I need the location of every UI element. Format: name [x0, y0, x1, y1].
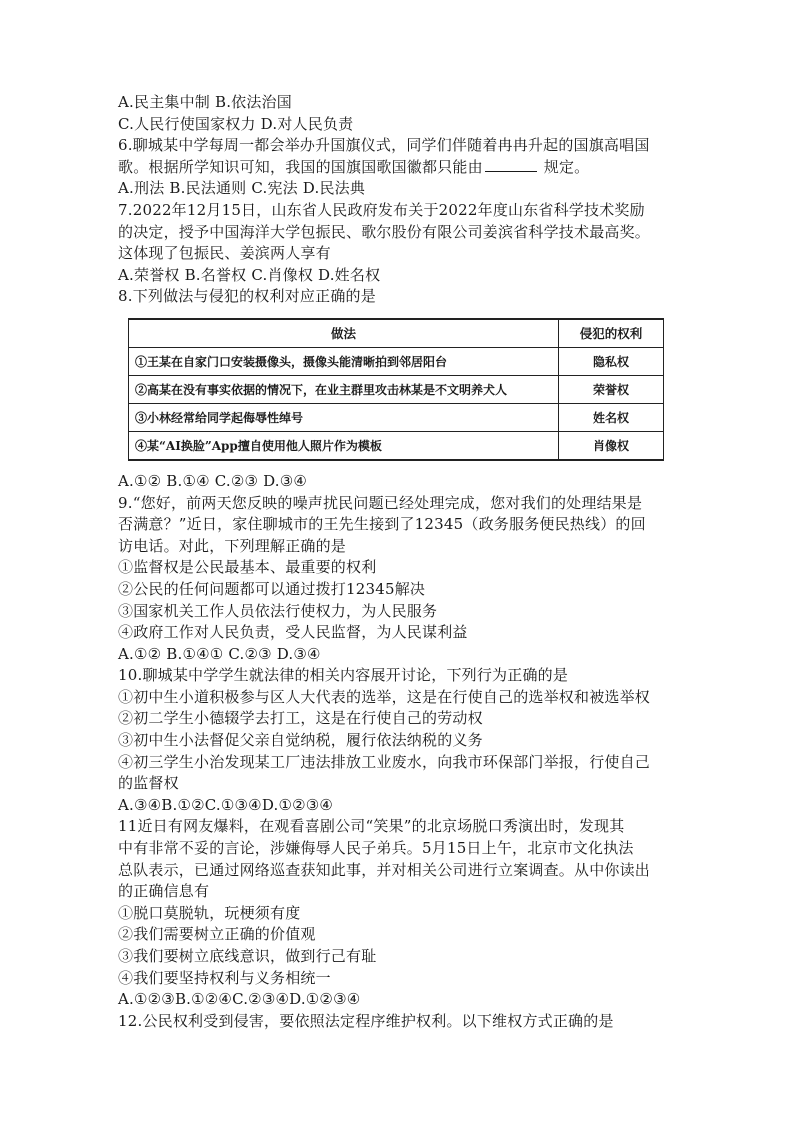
- q9-stem-line2: 否满意？”近日，家住聊城市的王先生接到了12345（政务服务便民热线）的回: [118, 515, 646, 534]
- table-row: [129, 403, 664, 431]
- table-cell-right: 隐私权: [559, 347, 664, 375]
- q11-item-2: ②我们需要树立正确的价值观: [118, 925, 316, 944]
- q11-stem-line4: 的正确信息有: [118, 882, 210, 901]
- q10-item-4-line2: 的监督权: [118, 774, 179, 793]
- q6-stem-suffix: 规定。: [538, 157, 590, 176]
- table-cell-action: ④某“AI换脸”App擅自使用他人照片作为模板: [129, 431, 559, 460]
- answer-blank: [485, 158, 537, 172]
- q10-options: A.③④B.①②C.①③④D.①②③④: [118, 795, 334, 814]
- q11-stem-line2: 中有非常不妥的言论，涉嫌侮辱人民子弟兵。5月15日上午，北京市文化执法: [118, 839, 634, 858]
- table-cell-right: 肖像权: [559, 431, 664, 460]
- table-cell-action: ③小林经常给同学起侮辱性绰号: [129, 403, 559, 431]
- exam-page: [118, 92, 698, 1032]
- q11-item-1: ①脱口莫脱轨，玩梗须有度: [118, 903, 301, 922]
- q7-stem-line2: 的决定，授予中国海洋大学包振民、歌尔股份有限公司姜滨省科学技术最高奖。: [118, 222, 651, 241]
- q11-item-4: ④我们要坚持权利与义务相统一: [118, 968, 331, 987]
- q9-options: A.①② B.①④① C.②③ D.③④: [118, 644, 321, 663]
- q8-table: [128, 318, 664, 461]
- q10-stem: 10.聊城某中学学生就法律的相关内容展开讨论，下列行为正确的是: [118, 666, 569, 685]
- table-header-right: 侵犯的权利: [559, 319, 664, 348]
- table-row: [129, 375, 664, 403]
- q11-stem-line3: 总队表示，已通过网络巡查获知此事，并对相关公司进行立案调查。从中你读出: [118, 860, 651, 879]
- q9-item-3: ③国家机关工作人员依法行使权力，为人民服务: [118, 601, 438, 620]
- table-row: [129, 431, 664, 460]
- q11-item-3: ③我们要树立底线意识，做到行己有耻: [118, 947, 377, 965]
- q6-stem-line2: [118, 157, 698, 179]
- q7-options: A.荣誉权 B.名誉权 C.肖像权 D.姓名权: [118, 265, 381, 284]
- q5-options-cd: C.人民行使国家权力 D.对人民负责: [118, 114, 354, 133]
- table-cell-action: ①王某在自家门口安装摄像头，摄像头能清晰拍到邻居阳台: [129, 347, 559, 375]
- q11-stem-line1: 11近日有网友爆料，在观看喜剧公司“笑果”的北京场脱口秀演出时，发现其: [118, 817, 625, 836]
- q8-options: A.①② B.①④ C.②③ D.③④: [118, 471, 308, 490]
- q10-item-1: ①初中生小道积极参与区人大代表的选举，这是在行使自己的选举权和被选举权: [118, 687, 651, 706]
- q11-options: A.①②③B.①②④C.②③④D.①②③④: [118, 990, 361, 1009]
- q5-options-ab: A.民主集中制 B.依法治国: [118, 93, 292, 111]
- q6-options: A.刑法 B.民法通则 C.宪法 D.民法典: [118, 179, 366, 198]
- table-row: [129, 347, 664, 375]
- q8-stem: 8.下列做法与侵犯的权利对应正确的是: [118, 287, 376, 306]
- q7-stem-line1: 7.2022年12月15日，山东省人民政府发布关于2022年度山东省科学技术奖励: [118, 200, 645, 219]
- q12-stem: 12.公民权利受到侵害，要依照法定程序维护权利。以下维权方式正确的是: [118, 1011, 614, 1030]
- q10-item-2: ②初二学生小德辍学去打工，这是在行使自己的劳动权: [118, 709, 483, 728]
- q9-stem-line1: 9.“您好，前两天您反映的噪声扰民问题已经处理完成，您对我们的处理结果是: [118, 493, 643, 512]
- table-cell-right: 姓名权: [559, 403, 664, 431]
- table-header-action: 做法: [129, 319, 559, 348]
- q6-stem-text: 歌。根据所学知识可知，我国的国旗国歌国徽都只能由: [118, 157, 483, 176]
- q6-stem-line1: 6.聊城某中学每周一都会举办升国旗仪式，同学们伴随着冉冉升起的国旗高唱国: [118, 136, 650, 155]
- q9-stem-line3: 访电话。对此，下列理解正确的是: [118, 536, 347, 555]
- table-cell-right: 荣誉权: [559, 375, 664, 403]
- table-header-row: [129, 319, 664, 348]
- q10-item-3: ③初中生小法督促父亲自觉纳税，履行依法纳税的义务: [118, 731, 483, 750]
- q9-item-2: ②公民的任何问题都可以通过拨打12345解决: [118, 579, 426, 598]
- q9-item-4: ④政府工作对人民负责，受人民监督，为人民谋利益: [118, 623, 468, 642]
- table-cell-action: ②高某在没有事实依据的情况下，在业主群里攻击林某是不文明养犬人: [129, 375, 559, 403]
- q10-item-4-line1: ④初三学生小治发现某工厂违法排放工业废水，向我市环保部门举报，行使自己: [118, 752, 651, 771]
- q9-item-1: ①监督权是公民最基本、最重要的权利: [118, 558, 377, 577]
- q7-stem-line3: 这体现了包振民、姜滨两人享有: [118, 244, 331, 263]
